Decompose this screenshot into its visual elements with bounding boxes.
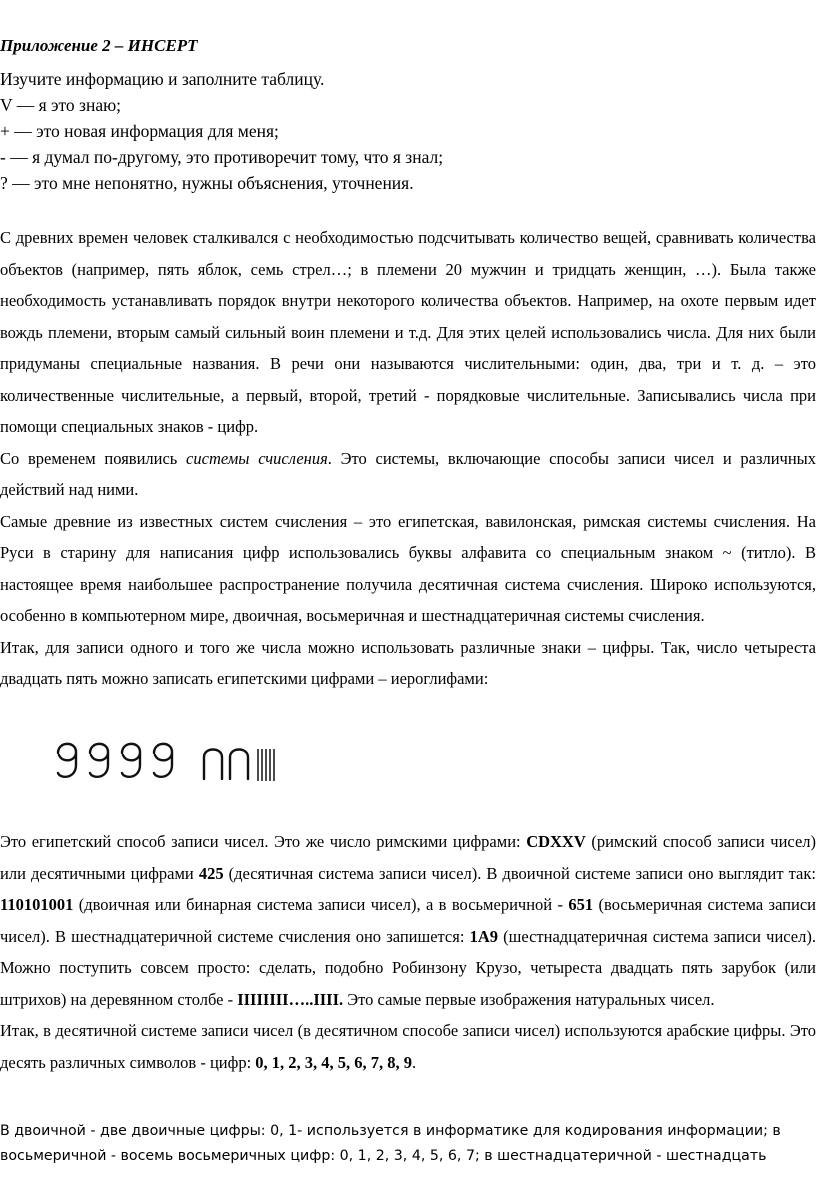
appendix-heading: Приложение 2 – ИНСЕРТ — [0, 36, 198, 55]
paragraph-ancient-systems: Самые древние из известных систем счисления – это египетская, вавилонская, римская системы счисления. На Руси в старину для написания цифр использовались буквы алфавита со специальным знаком ~ (титло). В настоящее время наибольшее распространение получила десятичная система счисления. Широко используются, особенно в компьютерном мире, двоичная, восьмеричная и шестнадцатеричная системы счисления. — [0, 511, 816, 625]
instructions-legend — [0, 66, 600, 196]
legend-item-unclear: ? — это мне непонятно, нужны объяснения, уточнения. — [0, 173, 414, 193]
stroke-hieroglyphs-icon — [258, 749, 274, 781]
text-block-other-systems — [0, 1119, 816, 1169]
text-block-examples — [0, 826, 816, 1078]
tally-marks: IIIIIIII…..IIII. — [237, 989, 344, 1009]
paragraph-ancient-counting: С древних времен человек сталкивался с необходимостью подсчитывать количество вещей, сравнивать количества объектов (например, пять яблок, семь стрел…; в племени 20 мужчин и тридцать женщин, …). Была также необходимость устанавливать порядок внутри некоторого количества объектов. Например, на охоте первым идет вождь племени, вторым самый сильный воин племени и т.д. Для этих целей использовались числа. Для них были придуманы специальные названия. В речи они называются числительными: один, два, три и т. д. – это количественные числительные, а первый, второй, третий - порядковые числительные. Записывались числа при помощи специальных знаков - цифр. — [0, 228, 816, 436]
octal-value: 651 — [568, 895, 594, 914]
term-number-systems: системы счисления — [186, 448, 328, 468]
heel-hieroglyph-icon — [204, 750, 222, 780]
roman-value: CDXXV — [526, 832, 586, 851]
legend-item-know: V — я это знаю; — [0, 95, 122, 115]
legend-item-new: + — это новая информация для меня; — [0, 121, 279, 141]
hex-value: 1A9 — [469, 926, 499, 946]
coil-hieroglyph-icon — [90, 744, 108, 777]
arabic-digits-list: 0, 1, 2, 3, 4, 5, 6, 7, 8, 9 — [255, 1052, 413, 1072]
paragraph-digits-example: Итак, для записи одного и того же числа можно использовать различные знаки – цифры. Так, число четыреста двадцать пять можно записать египетскими цифрами – иероглифами: — [0, 637, 816, 688]
paragraph-number-representations: Это египетский способ записи чисел. Это же число римскими цифрами: CDXXV (римский способ записи чисел) или десятичными цифрами 425 (десятичная система записи чисел). В двоичной системе записи оно выглядит так: 110101001 (двоичная или бинарная система записи чисел), а в восьмеричной - 651 (восьмеричная система записи чисел). В шестнадцатеричной системе счисления оно запишется: 1A9 (шестнадцатеричная система записи чисел). Можно поступить совсем просто: сделать, подобно Робинзону Крузо, четыреста двадцать пять зарубок (или штрихов) на деревянном столбе - IIIIIIII…..IIII. Это самые первые изображения натуральных чисел. — [0, 832, 816, 1009]
paragraph-number-systems: Со временем появились системы счисления. Это системы, включающие способы записи чисел и различных действий над ними. — [0, 448, 816, 499]
paragraph-binary-octal-hex: В двоичной - две двоичные цифры: 0, 1- используется в информатике для кодирования информации; в восьмеричной - восемь восьмеричных цифр: 0, 1, 2, 3, 4, 5, 6, 7; в шестнадцатеричной - шестнадцать — [0, 1123, 781, 1164]
heel-hieroglyph-icon — [230, 750, 248, 780]
legend-item-contradicts: - — я думал по-другому, это противоречит тому, что я знал; — [0, 147, 444, 167]
coil-hieroglyph-icon — [58, 744, 76, 777]
egyptian-hieroglyphs-image — [54, 735, 314, 797]
decimal-value: 425 — [198, 863, 224, 883]
paragraph-arabic-digits: Итак, в десятичной системе записи чисел (в десятичном способе записи чисел) используются арабские цифры. Это десять различных символов - цифр: 0, 1, 2, 3, 4, 5, 6, 7, 8, 9. — [0, 1021, 816, 1072]
legend-instruction: Изучите информацию и заполните таблицу. — [0, 69, 325, 89]
coil-hieroglyph-icon — [154, 744, 172, 777]
coil-hieroglyph-icon — [122, 744, 140, 777]
text-block-intro — [0, 222, 816, 695]
binary-value: 110101001 — [0, 895, 74, 914]
